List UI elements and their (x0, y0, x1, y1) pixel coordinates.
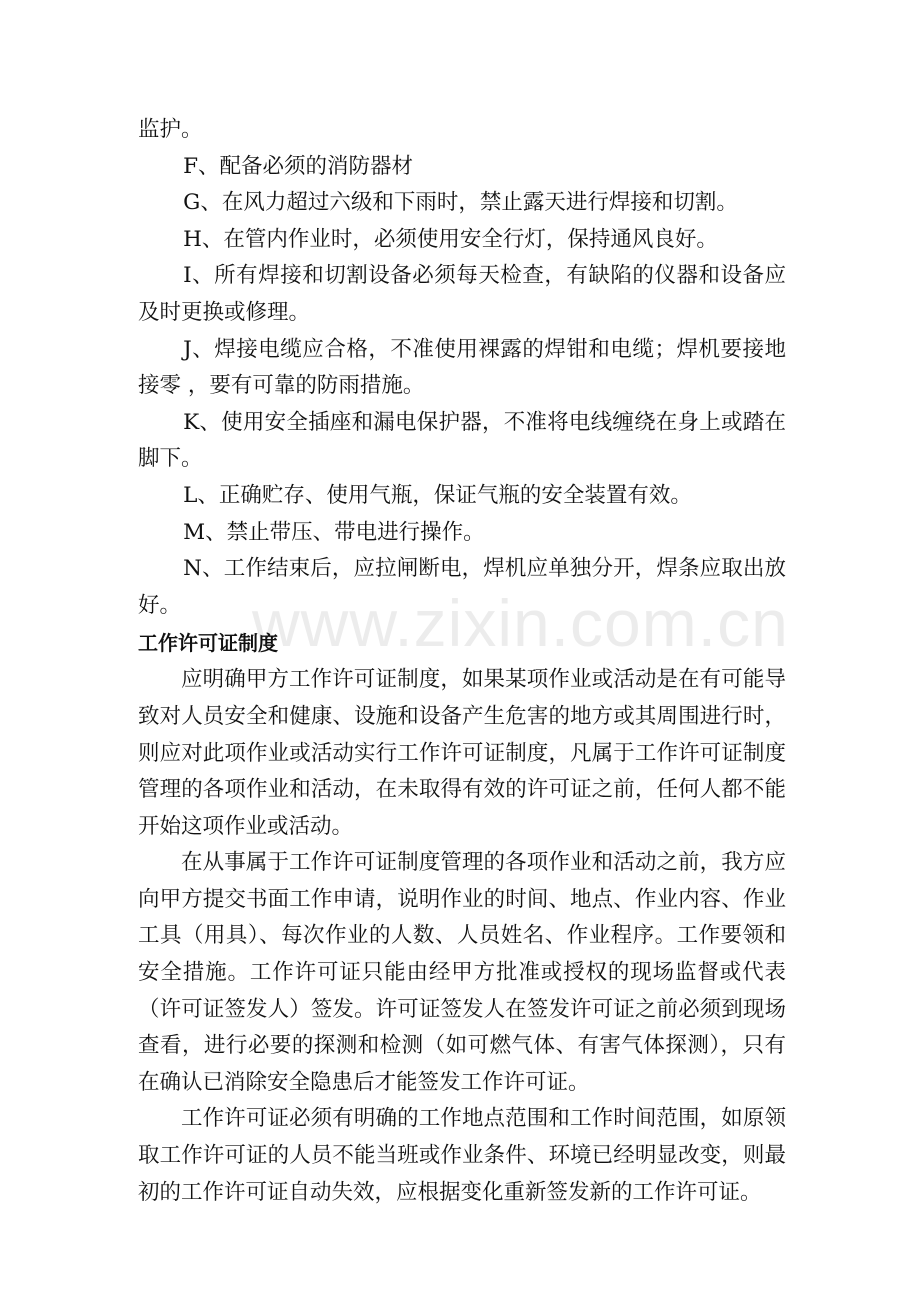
list-item: M、禁止带压、带电进行操作。 (183, 519, 485, 545)
continuation-text: 监护。 (138, 117, 203, 142)
list-item: N、工作结束后，应拉闸断电，焊机应单独分开，焊条应取出放好。 (138, 556, 786, 618)
list-item: H、在管内作业时，必须使用安全行灯，保持通风良好。 (183, 226, 718, 252)
document-page (138, 112, 786, 1211)
body-paragraph: 应明确甲方工作许可证制度，如果某项作业或活动是在有可能导致对人员安全和健康、设施和设备产生危害的地方或其周围进行时，则应对此项作业或活动实行工作许可证制度，凡属于工作许可证制度管理的各项作业和活动，在未取得有效的许可证之前，任何人都不能开始这项作业或活动。 (138, 667, 786, 839)
list-item: G、在风力超过六级和下雨时，禁止露天进行焊接和切割。 (183, 190, 738, 216)
body-paragraph: 工作许可证必须有明确的工作地点范围和工作时间范围，如原领取工作许可证的人员不能当班或作业条件、环境已经明显改变，则最初的工作许可证自动失效，应根据变化重新签发新的工作许可证。 (138, 1106, 786, 1205)
watermark: www.zixin.com.cn (252, 586, 789, 660)
list-item: K、使用安全插座和漏电保护器，不准将电线缠绕在身上或踏在脚下。 (138, 409, 786, 472)
list-item: F、配备必须的消防器材 (183, 153, 414, 179)
list-item: I、所有焊接和切割设备必须每天检查，有缺陷的仪器和设备应及时更换或修理。 (138, 263, 786, 325)
body-paragraph: 在从事属于工作许可证制度管理的各项作业和活动之前，我方应向甲方提交书面工作申请，说明作业的时间、地点、作业内容、作业工具（用具）、每次作业的人数、人员姓名、作业程序。工作要领和安全措施。工作许可证只能由经甲方批准或授权的现场监督或代表（许可证签发人）签发。许可证签发人在签发许可证之前必须到现场查看，进行必要的探测和检测（如可燃气体、有害气体探测），只有在确认已消除安全隐患后才能签发工作许可证。 (138, 850, 786, 1095)
list-item: L、正确贮存、使用气瓶，保证气瓶的安全装置有效。 (183, 482, 692, 508)
section-heading: 工作许可证制度 (138, 631, 278, 656)
list-item: J、焊接电缆应合格，不准使用裸露的焊钳和电缆；焊机要接地接零 ，要有可靠的防雨措施。 (138, 336, 786, 399)
